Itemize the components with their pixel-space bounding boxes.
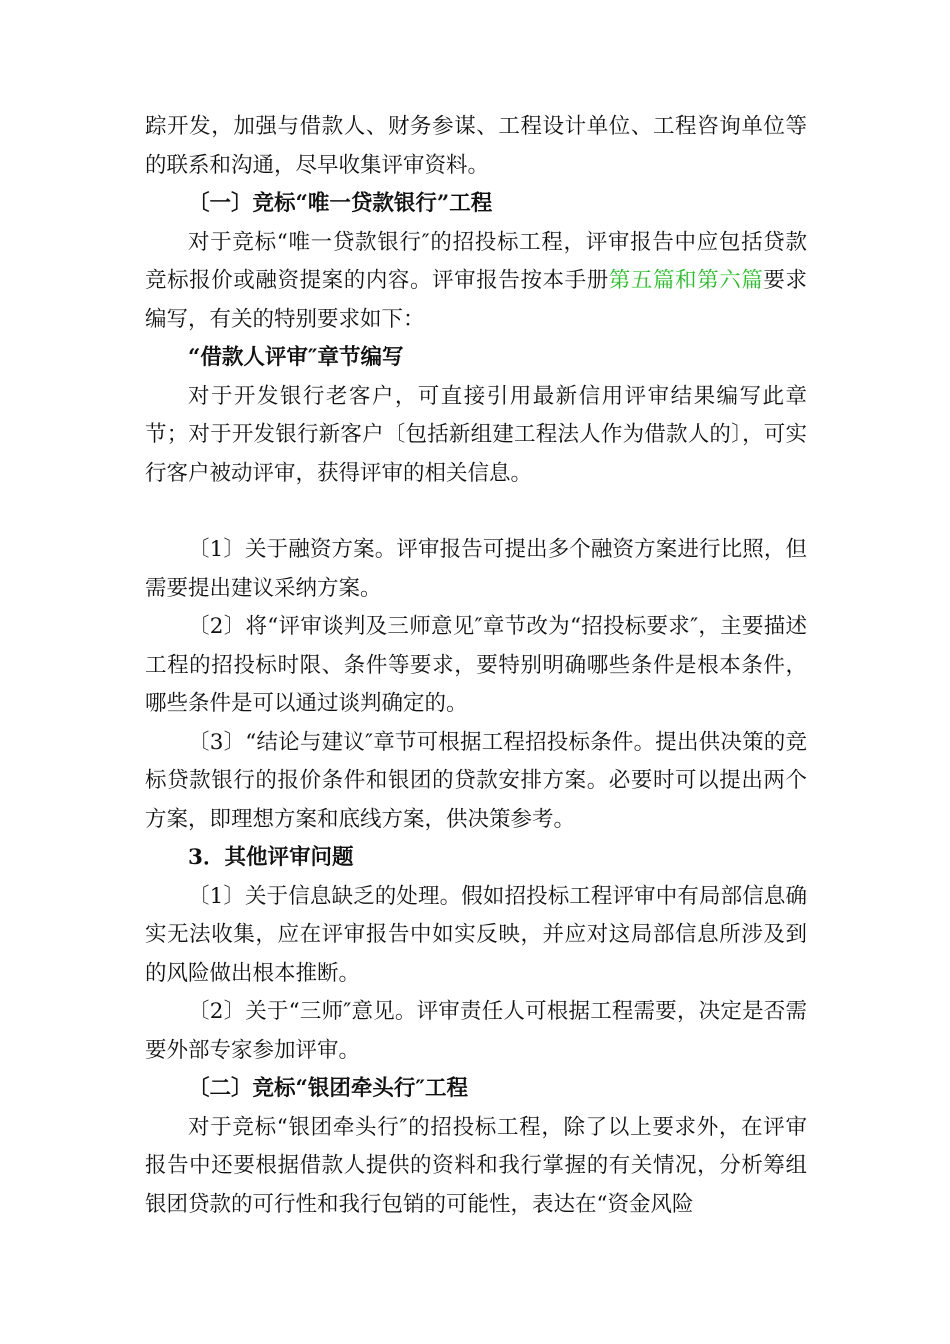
paragraph-7: 〔2〕关于“三师″意见。评审责任人可根据工程需要，决定是否需要外部专家参加评审。	[145, 999, 807, 1063]
paragraph-8: 对于竞标“银团牵头行″的招投标工程，除了以上要求外，在评审报告中还要根据借款人提供的资料和我行掌握的有关情况，分析筹组银团贷款的可行性和我行包销的可能性，表达在“资金风险	[145, 1114, 807, 1217]
paragraph-4: 〔2〕将“评审谈判及三师意见″章节改为“招投标要求″，主要描述工程的招投标时限、条件等要求，要特别明确哪些条件是根本条件，哪些条件是可以通过谈判确定的。	[145, 614, 807, 716]
paragraph-3: 〔1〕关于融资方案。评审报告可提出多个融资方案进行比照，但需要提出建议采纳方案。	[145, 537, 807, 601]
paragraph-5: 〔3〕“结论与建议″章节可根据工程招投标条件。提出供决策的竞标贷款银行的报价条件和银团的贷款安排方案。必要时可以提出两个方案，即理想方案和底线方案，供决策参考。	[145, 729, 807, 832]
paragraph-6: 〔1〕关于信息缺乏的处理。假如招投标工程评审中有局部信息确实无法收集，应在评审报告中如实反映，并应对这局部信息所涉及到的风险做出根本推断。	[145, 883, 807, 986]
section-heading-4: 〔二〕竞标“银团牵头行″工程	[188, 1076, 468, 1101]
paragraph-1-text-b: 要求编写，有关的特别要求如下：	[145, 268, 807, 332]
paragraph-continuation: 踪开发，加强与借款人、财务参谋、工程设计单位、工程咨询单位等的联系和沟通，尽早收集评审资料。	[145, 114, 807, 178]
section-heading-1: 〔一〕竞标“唯一贷款银行”工程	[188, 191, 493, 216]
paragraph-1-text-a: 对于竞标“唯一贷款银行″的招投标工程，评审报告中应包括贷款竞标报价或融资提案的内容。评审报告按本手册	[145, 229, 807, 293]
paragraph-1	[145, 224, 807, 340]
section-heading-3: 3．其他评审问题	[188, 845, 354, 870]
blank-line	[145, 493, 807, 531]
chapter-link[interactable]: 第五篇和第六篇	[608, 268, 764, 293]
section-heading-2: “借款人评审″章节编写	[188, 345, 404, 370]
document-page	[145, 108, 807, 1224]
paragraph-2: 对于开发银行老客户，可直接引用最新信用评审结果编写此章节；对于开发银行新客户〔包括新组建工程法人作为借款人的〕，可实行客户被动评审，获得评审的相关信息。	[145, 383, 807, 486]
